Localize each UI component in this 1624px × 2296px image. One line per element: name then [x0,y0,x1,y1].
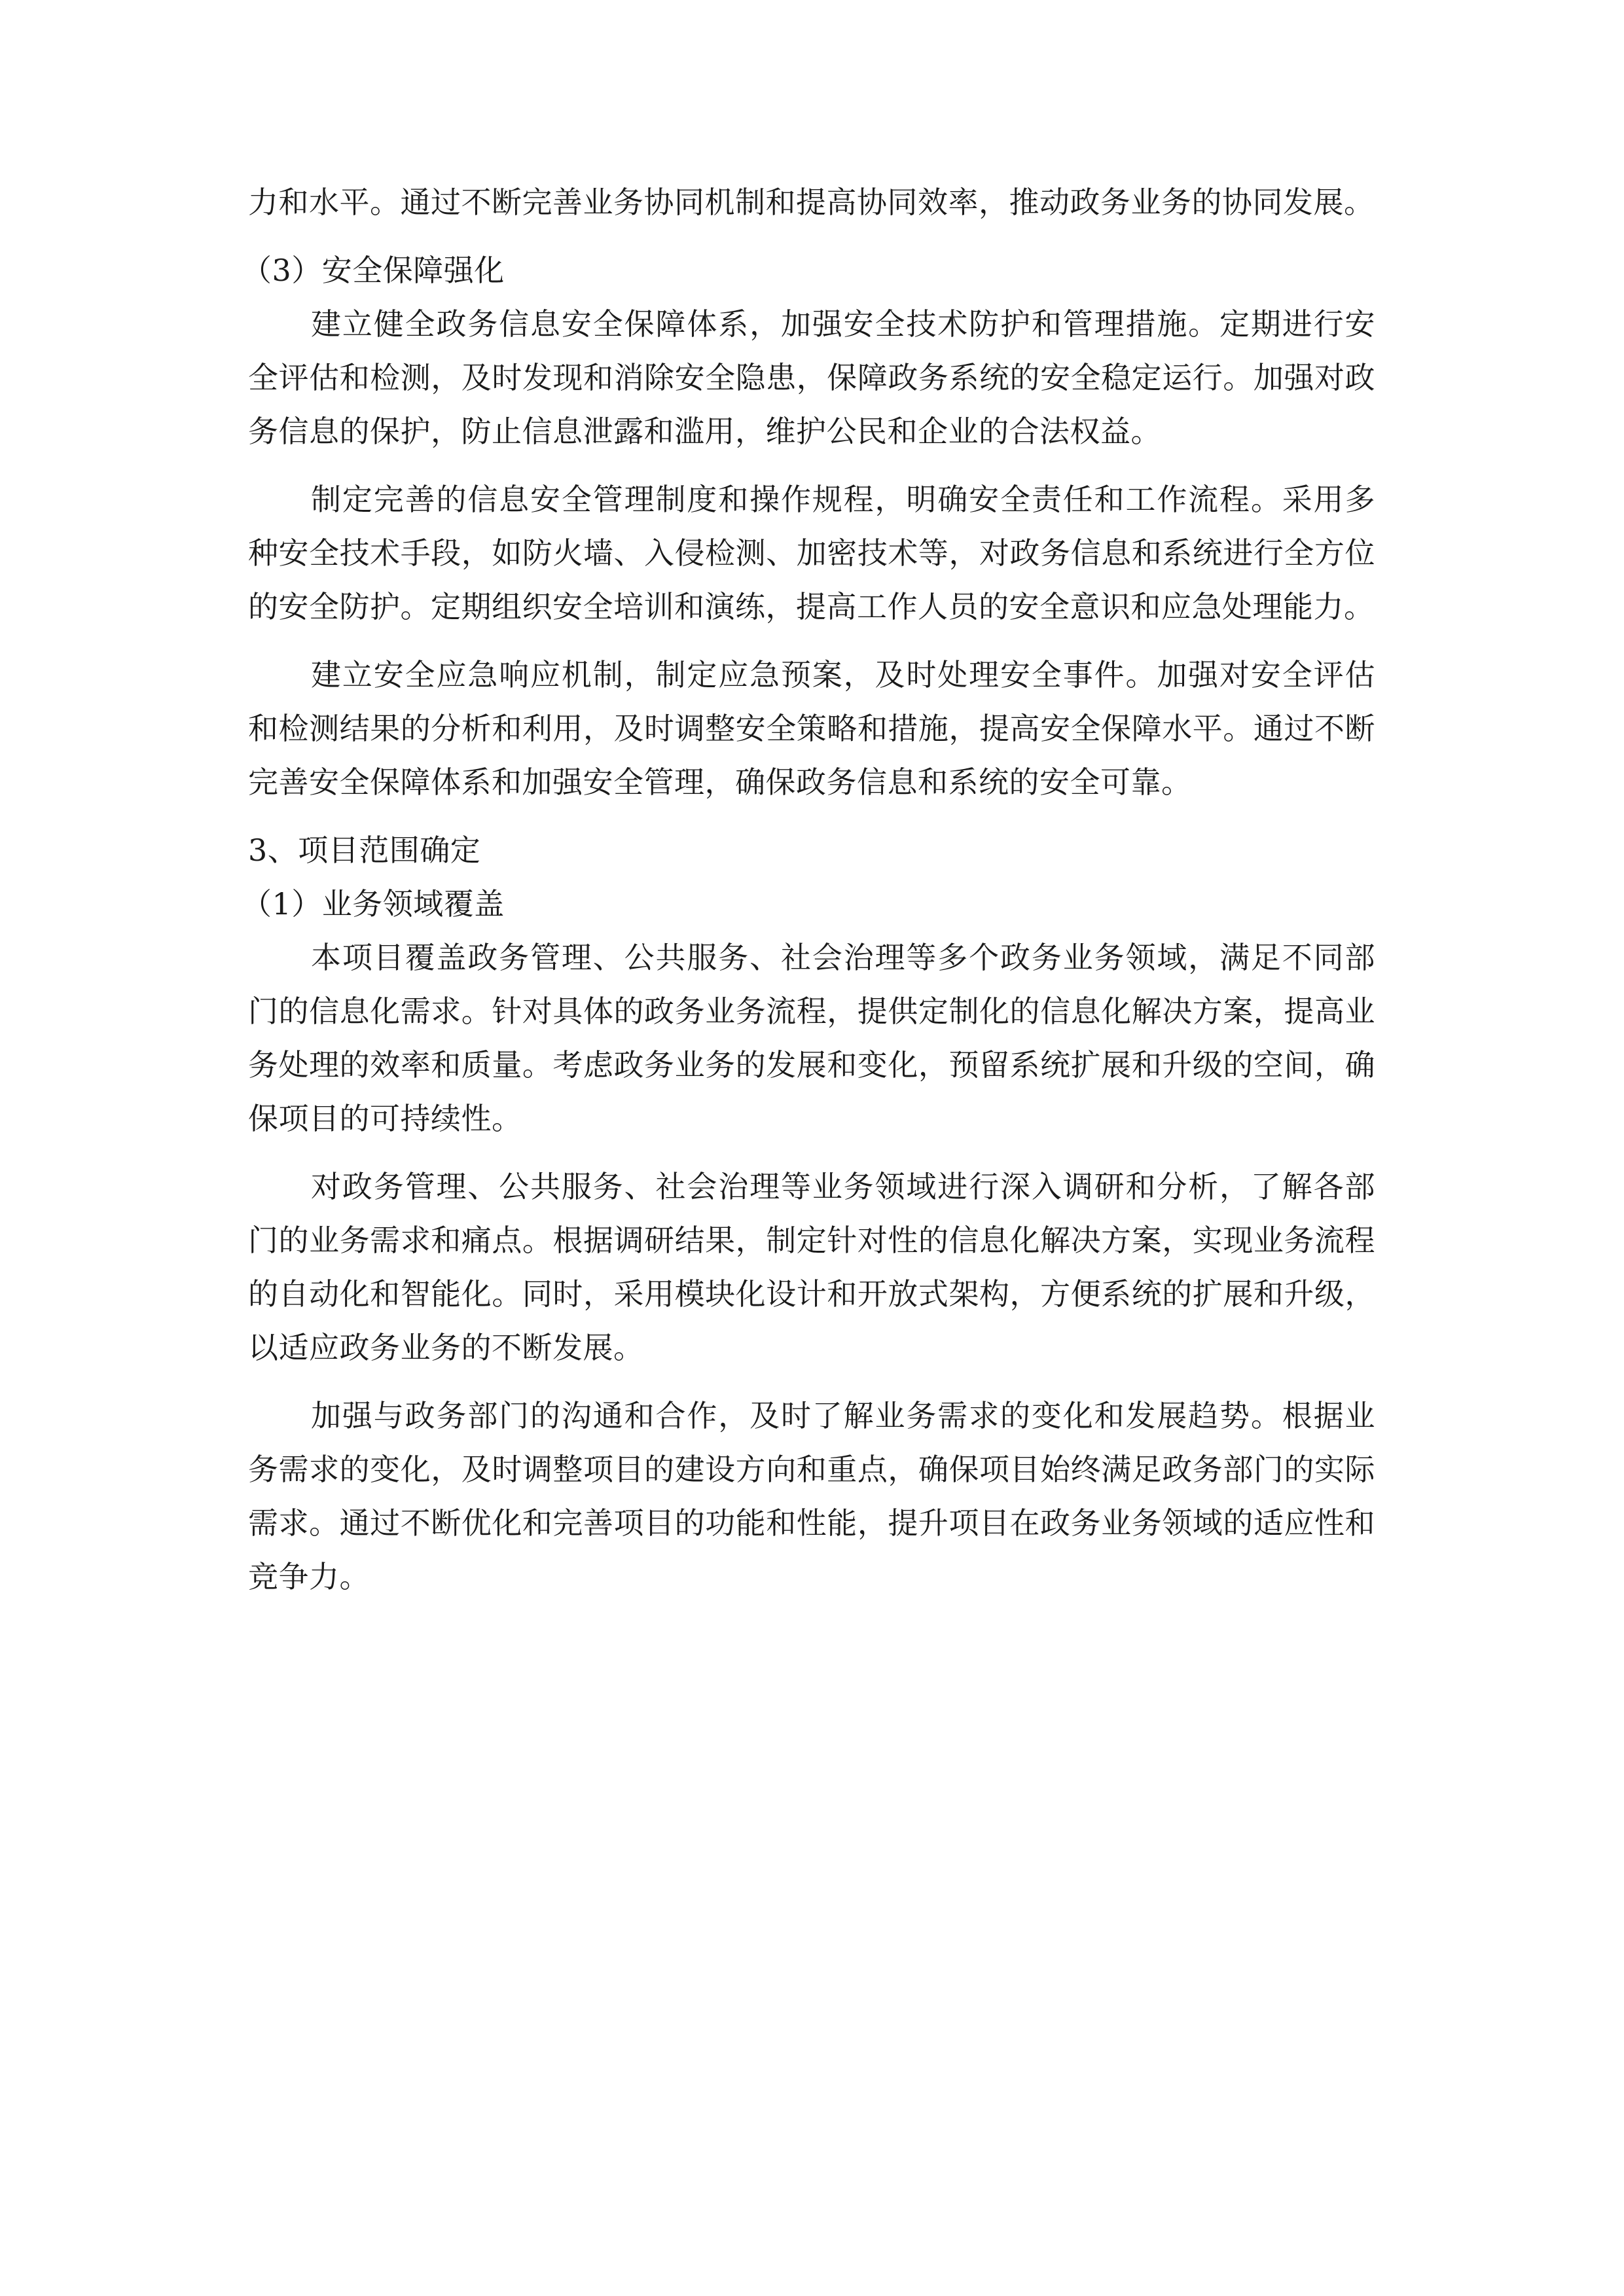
paragraph: 建立健全政务信息安全保障体系，加强安全技术防护和管理措施。定期进行安全评估和检测，及时发现和消除安全隐患，保障政务系统的安全稳定运行。加强对政务信息的保护，防止信息泄露和滥用，维护公民和企业的合法权益。 [248,306,1375,449]
section-heading-scope: 3、项目范围确定 [248,833,481,868]
document-body [242,175,1375,1618]
paragraph: 加强与政务部门的沟通和合作，及时了解业务需求的变化和发展趋势。根据业务需求的变化，及时调整项目的建设方向和重点，确保项目始终满足政务部门的实际需求。通过不断优化和完善项目的功能和性能，提升项目在政务业务领域的适应性和竞争力。 [248,1398,1375,1594]
paragraph: 制定完善的信息安全管理制度和操作规程，明确安全责任和工作流程。采用多种安全技术手段，如防火墙、入侵检测、加密技术等，对政务信息和系统进行全方位的安全防护。定期组织安全培训和演练，提高工作人员的安全意识和应急处理能力。 [248,482,1375,624]
subsection-heading-security: （3）安全保障强化 [242,253,505,288]
paragraph-continued: 力和水平。通过不断完善业务协同机制和提高协同效率，推动政务业务的协同发展。 [248,185,1375,220]
paragraph: 对政务管理、公共服务、社会治理等业务领域进行深入调研和分析，了解各部门的业务需求和痛点。根据调研结果，制定针对性的信息化解决方案，实现业务流程的自动化和智能化。同时，采用模块化设计和开放式架构，方便系统的扩展和升级，以适应政务业务的不断发展。 [248,1169,1375,1365]
subsection-heading-business-coverage: （1）业务领域覆盖 [242,886,505,922]
paragraph: 本项目覆盖政务管理、公共服务、社会治理等多个政务业务领域，满足不同部门的信息化需求。针对具体的政务业务流程，提供定制化的信息化解决方案，提高业务处理的效率和质量。考虑政务业务的发展和变化，预留系统扩展和升级的空间，确保项目的可持续性。 [248,940,1375,1136]
paragraph: 建立安全应急响应机制，制定应急预案，及时处理安全事件。加强对安全评估和检测结果的分析和利用，及时调整安全策略和措施，提高安全保障水平。通过不断完善安全保障体系和加强安全管理，确保政务信息和系统的安全可靠。 [248,657,1375,800]
